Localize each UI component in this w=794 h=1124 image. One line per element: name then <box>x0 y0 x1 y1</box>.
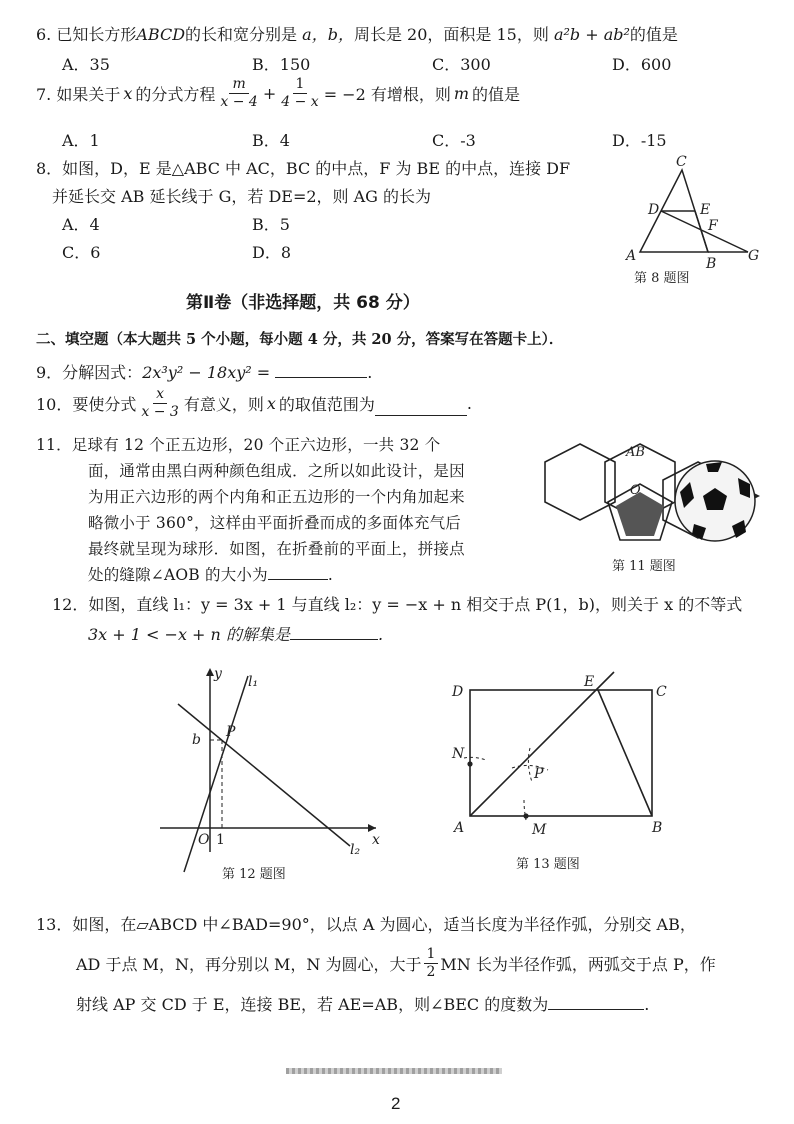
q13-half-num: 1 <box>424 946 439 964</box>
q8-label-a: A <box>626 248 637 264</box>
q11-label-ab: AB <box>626 445 645 460</box>
q13-segment-be <box>598 690 652 816</box>
footer-smudge <box>286 1068 502 1074</box>
q7-var2: m <box>453 84 470 103</box>
q6-text: 周长是 20，面积是 15，则 <box>353 25 549 44</box>
q13-line-1: 13．如图，在▱ABCD 中∠BAD=90°，以点 A 为圆心，适当长度为半径作弧，分别交 AB， <box>36 915 696 934</box>
q13-point-n <box>467 761 472 766</box>
q13-period: . <box>644 995 650 1014</box>
q6-text: 的长和宽分别是 <box>185 25 298 44</box>
q11-period: . <box>327 566 333 584</box>
q11-line: 略微小于 360°，这样由平面折叠而成的多面体充气后 <box>88 514 461 532</box>
fill-in-heading: 二、填空题（本大题共 5 个小题，每小题 4 分，共 20 分，答案写在答题卡上）． <box>36 331 564 348</box>
q9-period: . <box>367 363 373 382</box>
q8-figure <box>620 152 770 292</box>
q11-label-o: O <box>630 483 641 498</box>
q6-text: 的值是 <box>629 25 678 44</box>
q7-text: 的分式方程 <box>135 85 216 104</box>
q7-text: = −2 有增根，则 <box>323 85 451 104</box>
q8-line-2: 并延长交 AB 延长线于 G，若 DE=2，则 AG 的长为 <box>52 187 432 206</box>
q8-label-e: E <box>700 202 711 218</box>
q13-label-p: P <box>534 766 544 782</box>
q6-rect-name: ABCD <box>136 25 186 44</box>
q13-arc-p2 <box>528 748 532 782</box>
q8-option-d: D．8 <box>252 243 292 262</box>
q13-label-n: N <box>452 746 465 762</box>
q7-option-b: B．4 <box>252 131 290 150</box>
q9-answer-blank[interactable] <box>275 363 367 378</box>
q13-label-c: C <box>656 684 667 700</box>
q7-stem <box>36 76 520 111</box>
q11-line: 处的缝隙∠AOB 的大小为 <box>88 566 268 584</box>
q9-text: 9．分解因式： <box>36 363 143 382</box>
q12-label-1: 1 <box>216 832 225 848</box>
q13-half-fraction <box>424 946 439 981</box>
q8-option-c: C．6 <box>62 243 101 262</box>
q6-option-c: C．300 <box>432 55 491 74</box>
q13-text: AD 于点 M，N，再分别以 M，N 为圆心，大于 <box>76 955 422 974</box>
q7-text: 7. 如果关于 <box>36 85 121 104</box>
q12-label-y: y <box>214 666 222 682</box>
q8-label-b: B <box>706 256 717 272</box>
q6-option-d: D．600 <box>612 55 672 74</box>
q10-text: 有意义，则 <box>183 395 264 414</box>
q7-option-a: A．1 <box>62 131 100 150</box>
section-2-title: 第Ⅱ卷（非选择题，共 68 分） <box>186 293 420 313</box>
q10-var: x <box>266 394 276 413</box>
q12-answer-blank[interactable] <box>290 625 378 640</box>
q11-answer-blank[interactable] <box>268 565 328 580</box>
q7-option-d: D．-15 <box>612 131 667 150</box>
q12-label-x: x <box>372 832 380 848</box>
q12-label-l2: l₂ <box>350 842 361 858</box>
q10-text: 的取值范围为 <box>278 395 375 414</box>
q13-answer-blank[interactable] <box>548 995 644 1010</box>
q7-var: x <box>123 84 133 103</box>
q13-label-e: E <box>584 674 595 690</box>
q11-caption: 第 11 题图 <box>612 559 676 574</box>
q13-half-den: 2 <box>426 964 436 980</box>
q13-label-a: A <box>454 820 465 836</box>
q7-f1-den: x − 4 <box>220 94 258 110</box>
q8-label-c: C <box>676 154 687 170</box>
q9-stem <box>36 360 372 383</box>
q13-label-m: M <box>532 822 547 838</box>
q13-point-m <box>523 813 528 818</box>
q13-label-d: D <box>452 684 464 700</box>
q8-label-d: D <box>648 202 660 218</box>
q10-stem <box>36 386 472 421</box>
q12-x-arrow-icon <box>368 824 376 832</box>
soccer-ball <box>672 458 758 544</box>
q7-f2-den: 4 − x <box>281 94 319 110</box>
q12-line-l2 <box>178 704 350 846</box>
q7-f1-num: m <box>229 76 248 94</box>
q12-caption: 第 12 题图 <box>222 867 286 882</box>
q10-period: . <box>466 394 472 413</box>
q12-label-l1: l₁ <box>248 674 259 690</box>
page-number: 2 <box>391 1094 401 1113</box>
q11-line: 面，通常由黑白两种颜色组成．之所以如此设计，是因 <box>88 462 465 480</box>
q6-expression: a²b + ab² <box>553 25 630 44</box>
q7-fraction-1 <box>217 76 260 111</box>
q8-caption: 第 8 题图 <box>634 271 690 286</box>
q6-vars: a，b， <box>302 25 354 44</box>
q12-line-2: 3x + 1 < −x + n 的解集是 <box>88 625 290 644</box>
q11-line: 最终就呈现为球形．如图，在折叠前的平面上，拼接点 <box>88 540 465 558</box>
q6-option-b: B．150 <box>252 55 311 74</box>
q10-num: x <box>153 386 167 404</box>
q7-option-c: C．-3 <box>432 131 476 150</box>
q10-answer-blank[interactable] <box>375 401 467 416</box>
q13-ray-ap <box>470 672 614 816</box>
q10-text: 10．要使分式 <box>36 395 137 414</box>
q9-expression: 2x³y² − 18xy² = <box>142 363 271 382</box>
q13-arc-n <box>464 757 486 760</box>
q8-label-f: F <box>708 218 718 234</box>
q12-y-arrow-icon <box>206 668 214 676</box>
q7-plus: + <box>262 84 277 103</box>
q8-option-a: A．4 <box>62 215 100 234</box>
q8-label-g: G <box>748 248 760 264</box>
q13-line-2 <box>76 946 716 981</box>
q13-line-3: 射线 AP 交 CD 于 E，连接 BE，若 AE=AB，则∠BEC 的度数为 <box>76 995 549 1014</box>
q12-figure <box>150 664 390 888</box>
q13-line-3-wrap <box>76 992 649 1015</box>
q10-den: x − 3 <box>141 404 179 420</box>
q11-text-block <box>36 432 516 588</box>
q12-label-o: O <box>198 832 210 848</box>
q10-fraction <box>138 386 181 421</box>
q6-text: 6. 已知长方形 <box>36 25 137 44</box>
q13-caption: 第 13 题图 <box>516 857 580 872</box>
q13-figure <box>440 664 700 888</box>
q12-period: . <box>377 625 384 644</box>
pentagon-shade <box>616 492 664 536</box>
q8-line-1: 8．如图，D，E 是△ABC 中 AC，BC 的中点，F 为 BE 的中点，连接 DF <box>36 159 571 178</box>
q13-text: MN 长为半径作弧，两弧交于点 P，作 <box>440 955 716 974</box>
q6-stem <box>36 22 678 45</box>
q12-label-b: b <box>192 732 201 748</box>
q12-line-2-wrap <box>88 622 383 645</box>
q7-f2-num: 1 <box>293 76 308 94</box>
q12-label-p: P <box>226 724 236 740</box>
q7-fraction-2 <box>278 76 321 111</box>
q13-label-b: B <box>652 820 663 836</box>
q8-option-b: B．5 <box>252 215 290 234</box>
q11-line: 为用正六边形的两个内角和正五边形的一个内角加起来 <box>88 488 465 506</box>
q12-line-1: 12．如图，直线 l₁：y = 3x + 1 与直线 l₂：y = −x + n 相交于点 P(1，b)，则关于 x 的不等式 <box>52 595 743 614</box>
q11-line: 11．足球有 12 个正五边形，20 个正六边形，一共 32 个 <box>36 436 441 454</box>
q6-option-a: A．35 <box>62 55 110 74</box>
q7-text: 的值是 <box>472 85 521 104</box>
